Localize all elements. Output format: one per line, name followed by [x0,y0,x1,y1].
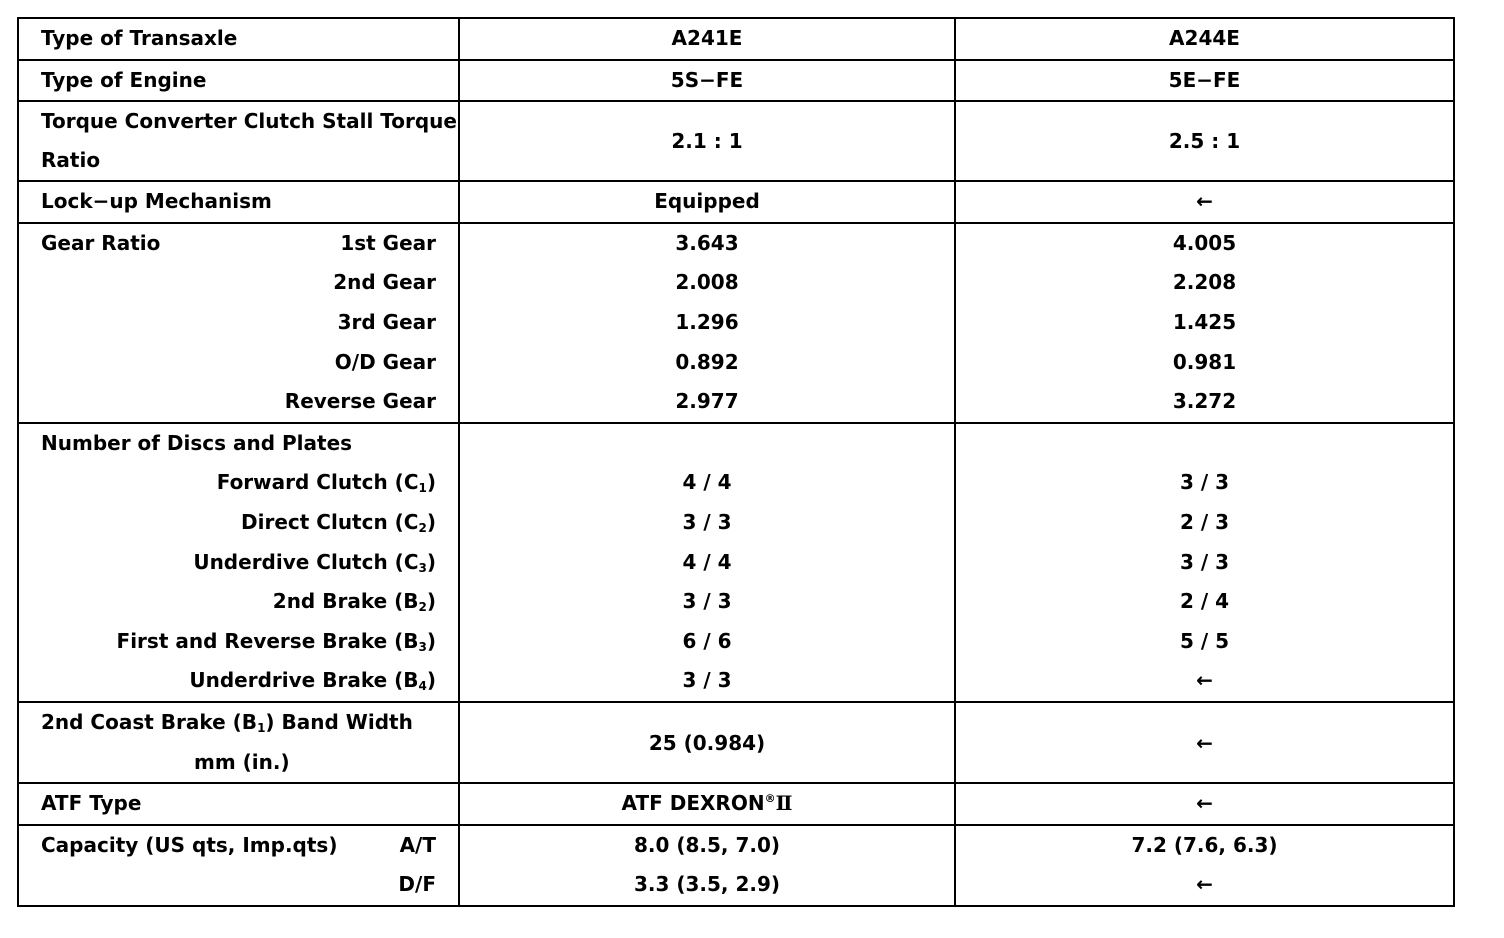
row-label: 2nd Coast Brake $(B_1)$ Band Width [41,709,413,735]
spec-table [17,17,1455,907]
cell-value: 2.008 [675,270,739,295]
cell-value: 3.643 [675,230,739,255]
table-cell [459,702,955,783]
row-label: Lock−up Mechanism [41,189,272,214]
cell-value: 4.005 [1172,230,1237,255]
table-cell [459,181,955,223]
table-cell [955,181,1454,223]
table-cell [459,60,955,102]
cell-value: 0.892 [675,349,739,374]
table-cell [18,783,459,825]
cell-value: 5 / 5 [1179,628,1230,653]
row-label: ATF Type [41,791,142,816]
table-cell [955,423,1454,702]
same-as-left-arrow: ← [1196,872,1213,897]
sub-row-label: O/D Gear [334,349,436,374]
table-cell [955,783,1454,825]
row-label: Type of Engine [41,67,207,92]
table-cell [459,223,955,423]
table-cell [955,702,1454,783]
sub-row-label: 2nd Gear [333,270,436,295]
cell-value: ATF DEXRON®Ⅱ [621,791,793,816]
table-row [18,825,1454,906]
cell-value: 3 / 3 [682,589,732,614]
row-label: Torque Converter Clutch Stall Torque [41,109,457,134]
cell-value: 1.296 [675,309,739,334]
cell-value: 25 (0.984) [648,730,766,755]
table-cell [955,18,1454,60]
cell-value: 3 / 3 [1179,470,1230,495]
table-cell [459,825,955,906]
table-row [18,101,1454,181]
cell-value: 4 / 4 [682,470,732,495]
table-row [18,702,1454,783]
cell-value: 3 / 3 [682,668,732,693]
row-label: Number of Discs and Plates [41,430,353,455]
table-cell [18,181,459,223]
sub-row-label: 2nd Brake $(B_2)$ [272,589,436,615]
table-cell [955,101,1454,181]
cell-value: 5S−FE [670,67,744,92]
table-cell [459,783,955,825]
sub-row-label: Forward Clutch $(C_1)$ [216,470,436,496]
unit-label: mm (in.) [194,749,290,774]
table-row [18,18,1454,60]
sub-row-label: Underdive Clutch $(C_3)$ [193,549,436,575]
row-label: Type of Transaxle [41,26,238,50]
sub-row-label: Reverse Gear [284,389,436,414]
sub-row-label: A/T [399,832,436,857]
table-cell [955,825,1454,906]
column-header-a241e: A241E [671,26,743,50]
sub-row-label: Direct Clutcn $(C_2)$ [241,509,436,535]
cell-value: 3 / 3 [682,509,732,534]
row-label: Gear Ratio [41,230,161,255]
cell-value: 6 / 6 [682,628,732,653]
table-row [18,223,1454,423]
cell-value: 3.272 [1172,389,1237,414]
table-cell [459,423,955,702]
cell-value: 4 / 4 [682,549,732,574]
row-label: Capacity (US qts, Imp.qts) [41,832,338,857]
cell-value: 1.425 [1172,309,1237,334]
table-row [18,423,1454,702]
table-row [18,181,1454,223]
table-cell [955,223,1454,423]
table-cell [18,60,459,102]
sub-row-label: 1st Gear [340,230,436,255]
table-cell [18,223,459,423]
cell-value: 5E−FE [1168,67,1241,92]
cell-value: 2.208 [1172,270,1237,295]
table-cell [18,18,459,60]
cell-value: 8.0 (8.5, 7.0) [633,832,781,857]
table-cell [18,101,459,181]
cell-value: 2.1 : 1 [671,129,743,154]
table-row [18,783,1454,825]
cell-value: Equipped [654,189,760,214]
sub-row-label: 3rd Gear [337,309,436,334]
same-as-left-arrow: ← [1196,791,1213,816]
cell-value: 7.2 (7.6, 6.3) [1131,832,1278,857]
table-cell [18,423,459,702]
cell-value: 2 / 3 [1179,509,1230,534]
table-cell [459,101,955,181]
same-as-left-arrow: ← [1196,730,1213,755]
row-label: Ratio [41,148,101,173]
sub-row-label: First and Reverse Brake $(B_3)$ [116,628,436,654]
same-as-left-arrow: ← [1196,668,1213,693]
same-as-left-arrow: ← [1196,189,1213,214]
sub-row-label: D/F [398,872,436,897]
cell-value: 2 / 4 [1179,589,1230,614]
cell-value: 2.5 : 1 [1168,129,1241,154]
cell-value: 3.3 (3.5, 2.9) [633,872,781,897]
table-cell [18,825,459,906]
cell-value: 3 / 3 [1179,549,1230,574]
column-header-a244e: A244E [1169,26,1240,50]
sub-row-label: Underdrive Brake $(B_4)$ [189,668,436,694]
table-cell [459,18,955,60]
table-row [18,60,1454,102]
table-cell [955,60,1454,102]
table-cell [18,702,459,783]
cell-value: 2.977 [675,389,739,414]
cell-value: 0.981 [1172,349,1237,374]
